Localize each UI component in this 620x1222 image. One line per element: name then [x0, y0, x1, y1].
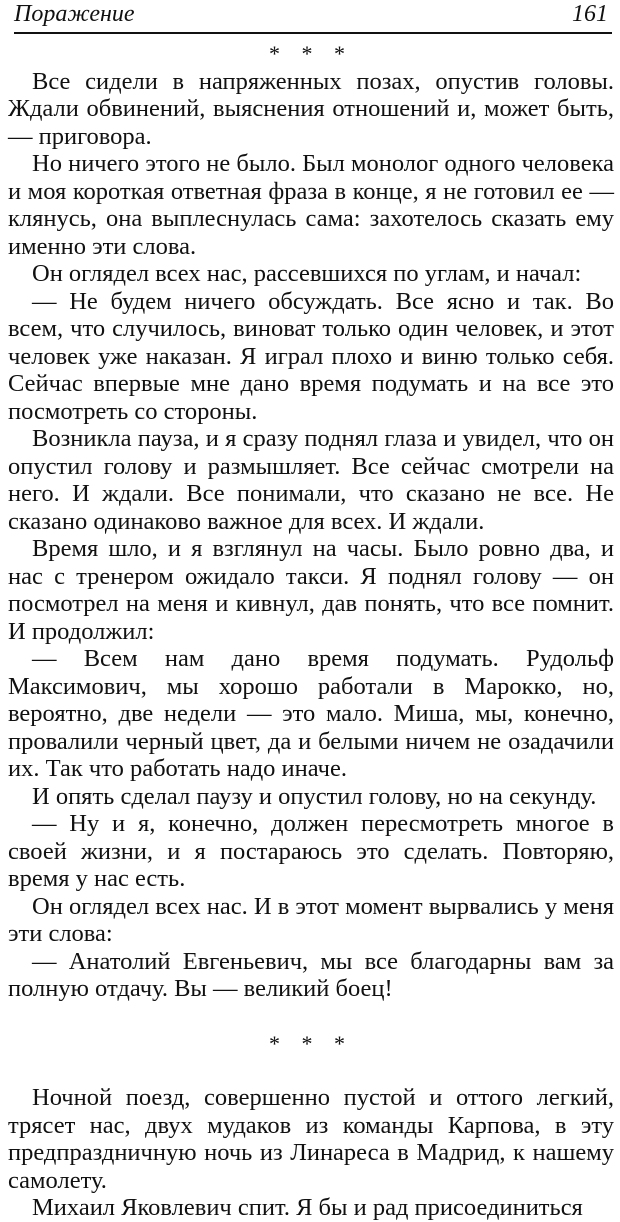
paragraph: Возникла пауза, и я сразу поднял глаза и увидел, что он опустил голову и размышляет. Все сейчас смотрели на него. И ждали. Все понимали, что сказано не все. Не сказано одинаково важное для всех. И ждали.: [8, 425, 614, 535]
paragraph: Михаил Яковлевич спит. Я бы и рад присоединиться: [32, 1194, 583, 1221]
chapter-title: Поражение: [14, 1, 135, 27]
paragraph: Ночной поезд, совершенно пустой и оттого легкий, трясет нас, двух мудаков из команды Карпова, в эту предпраздничную ночь из Линареса в Мадрид, к нашему самолету.: [8, 1084, 614, 1194]
running-header: [14, 0, 612, 34]
paragraph: Он оглядел всех нас, рассевшихся по углам, и начал:: [32, 260, 582, 287]
paragraph: — Ну и я, конечно, должен пересмотреть многое в своей жизни, и я постараюсь это сделать. Повторяю, время у нас есть.: [8, 810, 614, 892]
paragraph: Но ничего этого не было. Был монолог одного человека и моя короткая ответная фраза в конце, я не готовил ее — клянусь, она выплеснулась сама: захотелось сказать ему именно эти слова.: [8, 150, 614, 260]
page-number: 161: [572, 1, 608, 27]
paragraph: — Всем нам дано время подумать. Рудольф Максимович, мы хорошо работали в Марокко, но, вероятно, две недели — это мало. Миша, мы, конечно, провалили черный цвет, да и белыми ничем не озадачили их. Так что работать надо иначе.: [8, 645, 614, 782]
paragraph: — Не будем ничего обсуждать. Все ясно и так. Во всем, что случилось, виноват только один человек, и этот человек уже наказан. Я играл плохо и виню только себя. Сейчас впервые мне дано время подумать и на все это посмотреть со стороны.: [8, 287, 614, 425]
section-break: * * *: [269, 41, 353, 66]
section-break: * * *: [269, 1030, 353, 1056]
paragraph: Время шло, и я взглянул на часы. Было ровно два, и нас с тренером ожидало такси. Я поднял голову — он посмотрел на меня и кивнул, дав понять, что все помнит. И продолжил:: [8, 535, 614, 645]
paragraph: И опять сделал паузу и опустил голову, но на секунду.: [32, 782, 597, 810]
paragraph: Все сидели в напряженных позах, опустив головы. Ждали обвинений, выяснения отношений и, может быть,— приговора.: [8, 67, 614, 150]
paragraph: — Анатолий Евгеньевич, мы все благодарны вам за полную отдачу. Вы — великий боец!: [8, 947, 614, 1002]
paragraph: Он оглядел всех нас. И в этот момент вырвались у меня эти слова:: [8, 892, 614, 947]
page-body: [8, 40, 614, 1222]
